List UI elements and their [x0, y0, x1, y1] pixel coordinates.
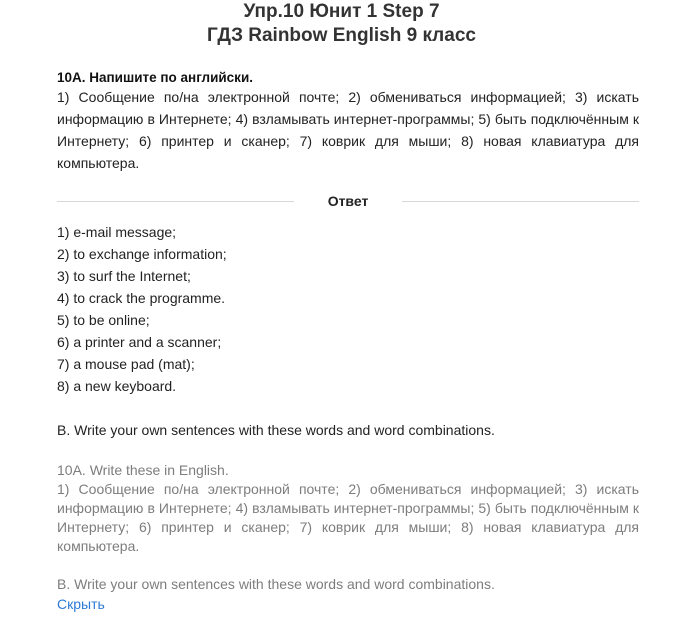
task-heading: 10A. Напишите по английски. — [57, 70, 253, 85]
answer-label: Ответ — [327, 193, 369, 209]
answer-item: 7) a mouse pad (mat); — [57, 356, 195, 372]
translation-section — [57, 460, 639, 614]
hide-link[interactable]: Скрыть — [57, 596, 105, 612]
answer-item: 2) to exchange information; — [57, 246, 227, 262]
task-b-section — [57, 419, 639, 441]
answers-section — [57, 221, 639, 397]
translation-task-b: B. Write your own sentences with these words and word combinations. — [57, 576, 495, 592]
task-b-text: B. Write your own sentences with these words and word combinations. — [57, 422, 495, 438]
divider-line-left — [57, 201, 294, 202]
answer-item: 4) to crack the programme. — [57, 290, 226, 306]
task-section — [57, 70, 639, 174]
page-title-line2: ГДЗ Rainbow English 9 класс — [207, 25, 476, 46]
page-header — [0, 0, 683, 48]
answer-divider — [57, 192, 639, 210]
translation-text: 1) Сообщение по/на электронной почте; 2) обмениваться информацией; 3) искать информацию в Интернете; 4) взламывать интернет-программы; 5) быть подключённым к Интернету; 6) принтер и сканер; 7) коврик для мыши; 8) новая клавиатура для компьютера. — [57, 481, 639, 554]
translation-heading: 10A. Write these in English. — [57, 462, 229, 478]
answer-item: 8) a new keyboard. — [57, 378, 177, 394]
answer-item: 1) e-mail message; — [57, 224, 177, 240]
answer-item: 6) a printer and a scanner; — [57, 334, 222, 350]
page-title-line1: Упр.10 Юнит 1 Step 7 — [243, 1, 440, 22]
task-text: 1) Сообщение по/на электронной почте; 2) обмениваться информацией; 3) искать информацию в Интернете; 4) взламывать интернет-программы; 5) быть подключённым к Интернету; 6) принтер и сканер; 7) коврик для мыши; 8) новая клавиатура для компьютера. — [57, 89, 639, 171]
answer-list — [57, 221, 639, 397]
answer-item: 3) to surf the Internet; — [57, 268, 191, 284]
answer-item: 5) to be online; — [57, 312, 150, 328]
divider-line-right — [402, 201, 639, 202]
